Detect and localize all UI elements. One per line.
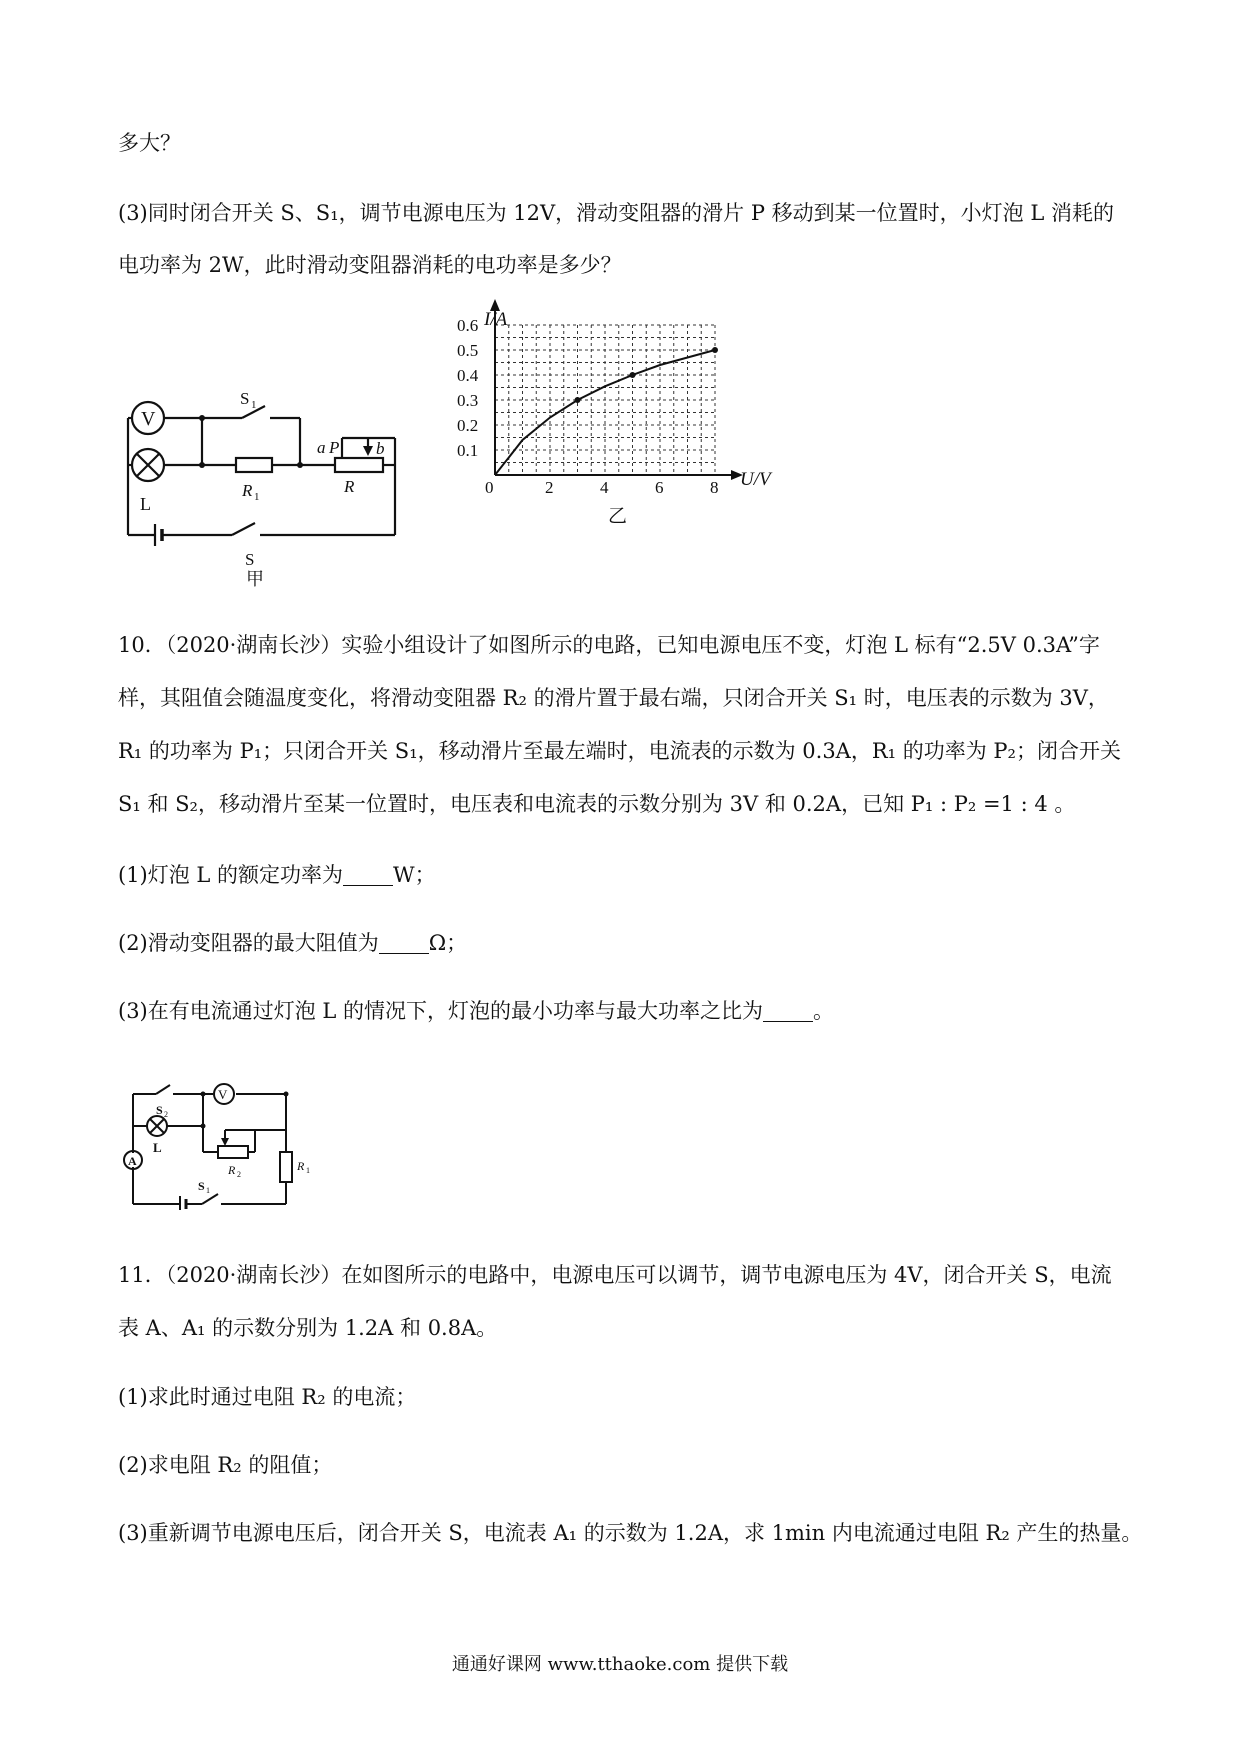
voltmeter-label: V: [218, 1087, 228, 1102]
switch-s2-label: S: [156, 1103, 163, 1117]
chart-origin-label: 0: [485, 478, 494, 497]
q10-part1-text: (1)灯泡 L 的额定功率为: [118, 863, 344, 887]
answer-blank[interactable]: [379, 933, 429, 954]
q10-part3-end: 。: [813, 999, 835, 1023]
y-tick-label: 0.1: [457, 441, 479, 460]
x-tick-label: 2: [545, 478, 554, 497]
ammeter-label: A: [128, 1154, 137, 1168]
y-tick-label: 0.6: [457, 316, 479, 335]
switch-s-label: S: [245, 550, 255, 569]
q10-line1: 10．（2020·湖南长沙）实验小组设计了如图所示的电路，已知电源电压不变，灯泡 L 标有“2.5V 0.3A”字: [118, 633, 1100, 657]
svg-text:1: 1: [206, 1186, 210, 1195]
q10-line2: 样，其阻值会随温度变化，将滑动变阻器 R₂ 的滑片置于最右端，只闭合开关 S₁ 时，电压表的示数为 3V，: [118, 686, 1109, 710]
svg-text:1: 1: [251, 399, 257, 411]
rheostat-r-label: R: [344, 477, 355, 496]
y-tick-label: 0.3: [457, 391, 479, 410]
q10-line3: R₁ 的功率为 P₁；只闭合开关 S₁，移动滑片至最左端时，电流表的示数为 0.3A，R₁ 的功率为 P₂；闭合开关: [118, 739, 1121, 763]
y-tick-label: 0.4: [457, 366, 479, 385]
q11-line1: 11．（2020·湖南长沙）在如图所示的电路中，电源电压可以调节，调节电源电压为 4V，闭合开关 S，电流: [118, 1263, 1112, 1287]
data-point: [712, 347, 718, 353]
data-point: [630, 372, 636, 378]
q10-part2-text: (2)滑动变阻器的最大阻值为: [118, 931, 379, 955]
q10-part3-text: (3)在有电流通过灯泡 L 的情况下，灯泡的最小功率与最大功率之比为: [118, 999, 764, 1023]
figure-yi-caption: 乙: [608, 506, 628, 527]
footer-source: 通通好课网 www.tthaoke.com 提供下载: [451, 1654, 789, 1675]
rheostat-b-label: b: [376, 439, 385, 458]
q9-part3-line1: (3)同时闭合开关 S、S₁，调节电源电压为 12V，滑动变阻器的滑片 P 移动到某一位置时，小灯泡 L 消耗的: [118, 201, 1114, 225]
r1-label: R: [297, 1159, 305, 1173]
q9-continuation: 多大？: [118, 131, 181, 155]
rheostat-a-label: a: [317, 438, 326, 457]
q11-part3: (3)重新调节电源电压后，闭合开关 S，电流表 A₁ 的示数为 1.2A，求 1min 内电流通过电阻 R₂ 产生的热量。: [118, 1521, 1143, 1545]
x-tick-label: 6: [655, 478, 664, 497]
r1-label: R: [242, 481, 253, 500]
r2-label: R: [228, 1163, 236, 1177]
y-tick-label: 0.5: [457, 341, 479, 360]
q11-part1: (1)求此时通过电阻 R₂ 的电流；: [118, 1385, 417, 1409]
q10-line4: S₁ 和 S₂，移动滑片至某一位置时，电压表和电流表的示数分别为 3V 和 0.2A，已知 P₁ : P₂ =1 : 4 。: [118, 792, 1076, 816]
data-point: [575, 397, 581, 403]
switch-s1-label: S: [240, 389, 250, 408]
y-tick-label: 0.2: [457, 416, 479, 435]
q11-part2: (2)求电阻 R₂ 的阻值；: [118, 1453, 333, 1477]
q10-part3: [118, 996, 834, 1026]
q10-part2: [118, 928, 467, 958]
rheostat-p-label: P: [329, 438, 340, 457]
q10-part2-unit: Ω；: [428, 931, 468, 955]
svg-text:1: 1: [306, 1166, 310, 1175]
lamp-label: L: [140, 494, 151, 514]
answer-blank[interactable]: [763, 1001, 813, 1022]
chart-tick-labels: [457, 316, 719, 497]
q9-circuit-diagram-jia: [110, 380, 430, 590]
svg-text:1: 1: [254, 491, 260, 503]
q9-iu-chart-yi: [440, 295, 820, 595]
svg-text:2: 2: [164, 1110, 168, 1119]
q10-part1: [118, 860, 436, 890]
x-tick-label: 4: [600, 478, 609, 497]
chart-grid: [495, 325, 715, 475]
q9-part3-line2: 电功率为 2W，此时滑动变阻器消耗的电功率是多少？: [118, 253, 622, 277]
answer-blank[interactable]: [343, 865, 393, 886]
voltmeter-label: V: [141, 408, 156, 430]
q11-line2: 表 A、A₁ 的示数分别为 1.2A 和 0.8A。: [118, 1316, 498, 1340]
x-tick-label: 8: [710, 478, 719, 497]
figure-jia-caption: 甲: [246, 569, 264, 589]
svg-text:2: 2: [237, 1170, 241, 1179]
switch-s1-label: S: [198, 1179, 205, 1193]
chart-xlabel: U/V: [740, 469, 771, 490]
q10-circuit-diagram: [118, 1080, 328, 1210]
chart-axes: [490, 299, 743, 480]
q10-part1-unit: W；: [393, 863, 436, 887]
chart-ylabel: I/A: [484, 309, 508, 330]
lamp-label: L: [153, 1140, 162, 1155]
